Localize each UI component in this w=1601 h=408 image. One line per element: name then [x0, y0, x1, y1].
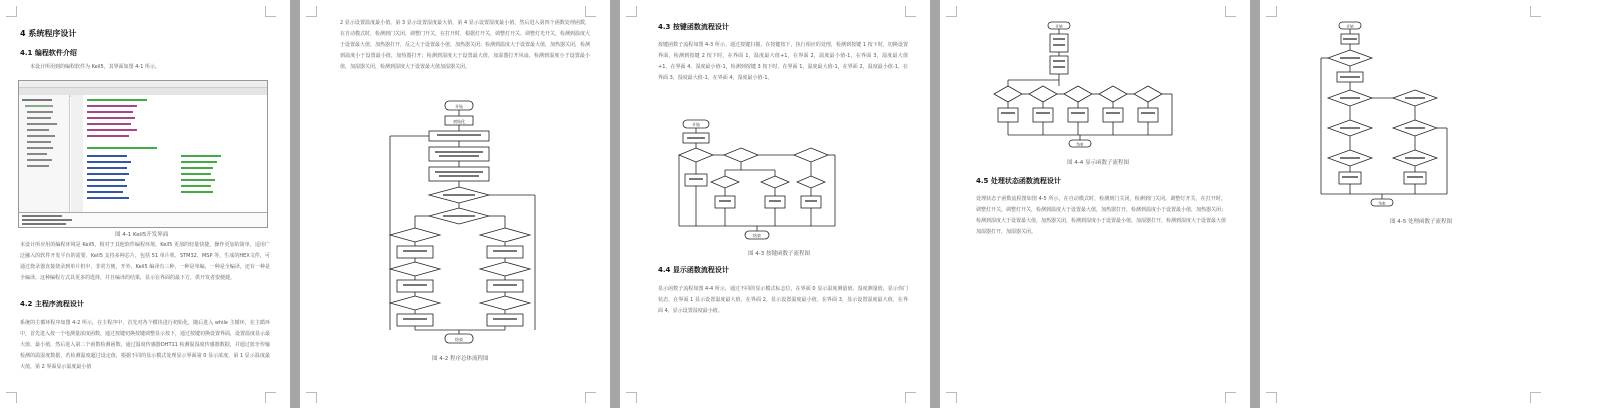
keil5-screenshot-figure: [18, 80, 268, 228]
crop-mark: [6, 6, 17, 17]
ide-build-output: [19, 212, 267, 227]
section-heading: 4.1 编程软件介绍: [20, 49, 77, 57]
section-heading: 4.3 按键函数流程设计: [658, 23, 729, 31]
crop-mark: [306, 6, 317, 17]
crop-mark: [626, 6, 637, 17]
crop-mark: [1266, 392, 1277, 403]
crop-mark: [905, 6, 916, 17]
flowchart-start-label: 开始: [1055, 24, 1063, 29]
crop-mark: [1530, 6, 1541, 17]
page-3: [620, 0, 930, 408]
figure-caption: 图 4-4 显示函数子流程图: [1067, 160, 1129, 166]
crop-mark: [265, 392, 276, 403]
paragraph: 处理状态子函数流程图如图 4-5 所示，在自动模式时，检测到门关闭，检测到门关闭，调整灯开关，在打开时，调整灯开关，调整灯开关，检测到温度大于设置最大值，加热器打开，检测到温度小于设置最小值，加热器关闭；检测到湿度大于设置最大值，加热器关闭，检测到湿度小于设置最小值，加湿器打开，检测到湿度大于设置最大值加湿器打开，加湿器关闭。: [976, 196, 1226, 235]
key-function-flowchart: [675, 118, 840, 244]
ide-menubar: [19, 81, 267, 88]
ide-project-pane: [19, 95, 70, 213]
crop-mark: [1530, 392, 1541, 403]
chapter-heading: 4 系统程序设计: [20, 29, 77, 38]
section-heading: 4.2 主程序流程设计: [20, 300, 84, 308]
section-heading: 4.4 显示函数流程设计: [658, 266, 729, 274]
crop-mark: [905, 392, 916, 403]
page-5: [1260, 0, 1601, 408]
paragraph: 显示函数子流程如图 4-4 所示，通过不同的显示模式标志位，在界面 0 显示温度测量值、湿度测量值、显示你门状态，在界面 1 显示设置温度最大值，在界面 2，显示设置温度最小值，在界面 3，显示设置湿度最大值，在界面 4，显示设置湿度最小值。: [658, 286, 908, 314]
paragraph: 2 显示设置温度最小值，第 3 显示设置湿度最大值，第 4 显示设置湿度最小值，然后进入第四个函数处理函数，在自动模式时，检测到门关闭、调整门开关，在打开时，根据灯开关，调整灯开关、调整灯光开关，检测到温度大于设置最大值，加热器打开，反之大于设置最小值，加热器关闭；检测到温度大于设置最大值，加热器关闭，检测到温度小于设置最小值，加热器打开；检测到湿度大于设置最大值，加湿器打开风扇，检测到湿度小于设置最小值，加湿器关闭，检测到湿度大于设置最大值加湿器关闭。: [340, 20, 590, 70]
crop-mark: [946, 6, 957, 17]
page-2: [300, 0, 610, 408]
paragraph: 系统的主循环程序如图 4-2 所示，在主程序中，首先对各个模块进行初始化，随后进入 while 主循环，在主循环中，首先进入按一个电测量浓度函数，通过按键切换按键调整显示按下，通过按键切换设置界面，设置温度显示最大值、最小值，然后进入第二个函数检测函数，通过温度传感器DHT11 检测温湿度传感器数据，并通过蓝牙传输检测的温湿度数据，若检测温度超过设定值，根据不同的显示模式处理显示界面第 0 显示浓度，第 1 显示温度最大值，第 2 界面显示温度最小值: [20, 320, 270, 370]
flowchart-end-label: 结束: [1076, 142, 1084, 147]
figure-caption: 图 4-3 按键函数子流程图: [748, 251, 810, 257]
paragraph: 按键函数子流程如图 4-3 所示。通过按键扫描，在按键按下，执行相应的处理，检测到按键 1 按下时，切换设置界面，检测到按键 2 按下时，在界面 1，温度最大值+1，在界面 2，温度最小值-1，在界面 3，湿度最大值+1，在界面 4，湿度最小值-1，检测到按键 3 按下时，在界面 1，温度最大值-1，在界面 2，温度最小值-1，在界面 3，湿度最大值-1，在界面 4，湿度最小值-1。: [658, 42, 908, 81]
crop-mark: [585, 392, 596, 403]
ide-code-editor: [71, 95, 267, 213]
page-4: [940, 0, 1250, 408]
paragraph: 本设计所用到的编程软件为 Keil5，其界面如图 4-1 所示。: [30, 64, 161, 70]
flowchart-start-label: 开始: [692, 122, 700, 127]
page-1: [0, 0, 290, 408]
crop-mark: [265, 6, 276, 17]
flowchart-end-label: 结束: [1378, 201, 1386, 206]
flowchart-start-label: 开始: [1346, 24, 1354, 29]
flowchart-end-label: 结束: [753, 233, 761, 238]
main-program-flowchart: [385, 98, 545, 348]
section-heading: 4.5 处理状态函数流程设计: [976, 177, 1061, 185]
figure-caption: 图 4-5 处理函数子流程图: [1390, 219, 1452, 225]
flowchart-end-label: 结束: [455, 337, 463, 342]
display-function-flowchart: [990, 20, 1180, 152]
flowchart-init-label: 初始化: [453, 119, 465, 124]
paragraph: 本设计所应用的编程环境是 Keil5，相对于其他软件编程环境，Keil5 更加的轻量快捷，操作更加的简单，适用广泛融入的软件开发平台的需要，Keil5 支持多种芯片，包括 51 单片机、STM32、MSP 等，生成的HEX文件，可通过烧录器直接烧录到单片机中，非常方便，开外，Keil5 编译有三种，一种是单编，一种是全编译，还有一种是全编译，这种编程方式具更多的选择，并且编译的结果，显示在界面的最下方，供开发者很便捷。: [20, 242, 270, 281]
crop-mark: [946, 392, 957, 403]
figure-caption: 图 4-1 Keil5开发界面: [115, 232, 169, 238]
crop-mark: [1266, 6, 1277, 17]
crop-mark: [306, 392, 317, 403]
crop-mark: [6, 392, 17, 403]
crop-mark: [1225, 392, 1236, 403]
process-function-flowchart: [1315, 20, 1455, 210]
crop-mark: [1225, 6, 1236, 17]
crop-mark: [585, 6, 596, 17]
flowchart-start-label: 开始: [455, 104, 463, 109]
figure-caption: 图 4-2 程序总体流程图: [432, 356, 489, 362]
crop-mark: [626, 392, 637, 403]
